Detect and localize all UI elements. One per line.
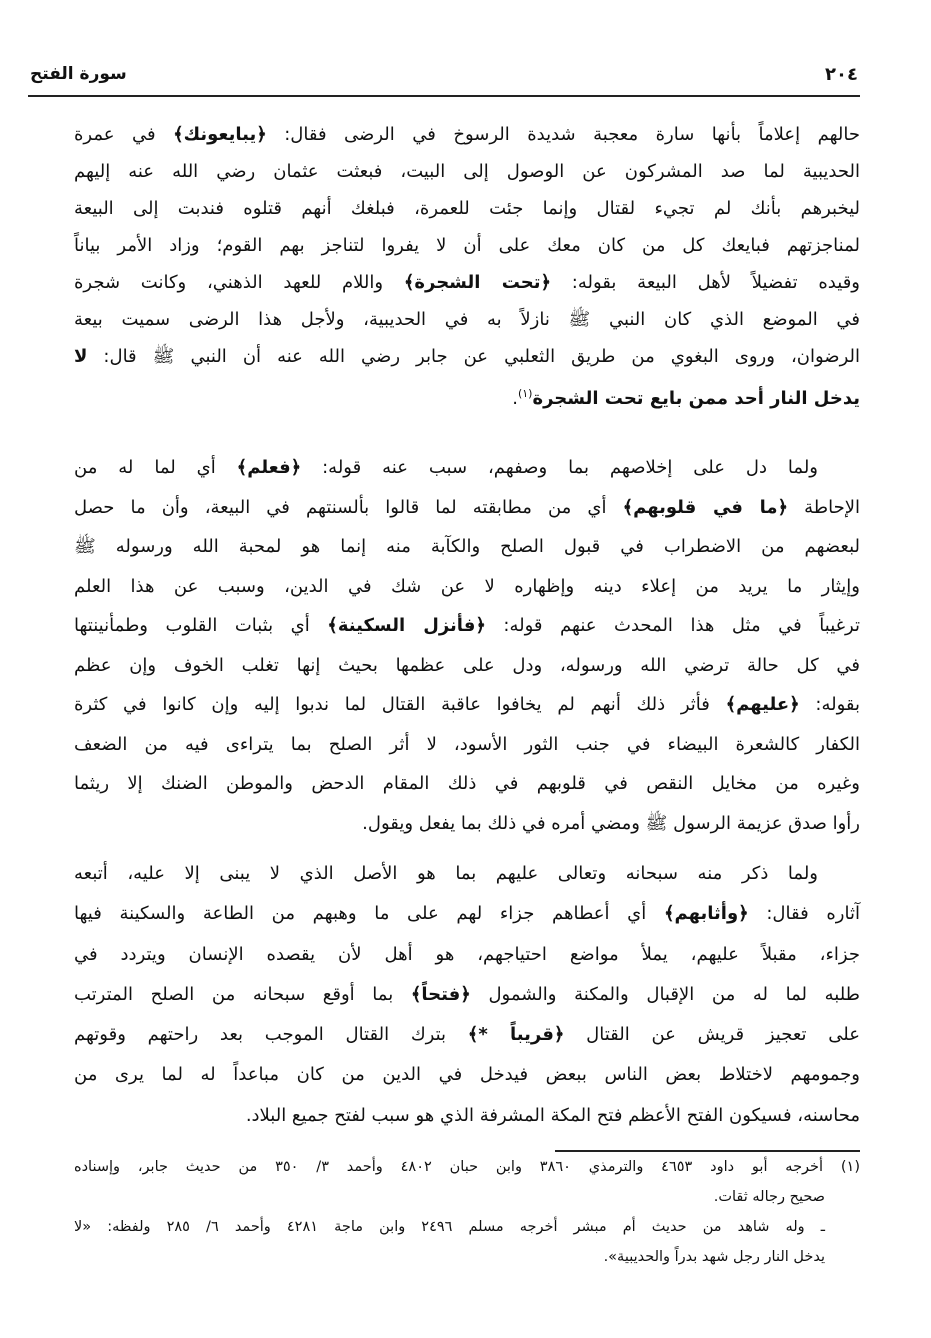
text-segment: بقوله: (799, 694, 860, 715)
quran-quote: ﴿عليهم﴾ (725, 694, 800, 715)
text-segment: أي لما له من (74, 457, 237, 478)
text-segment: لمناجزتهم فبايعك كل من كان معك على أن لا يفروا لتناجز بهم القوم؛ وزاد الأمر بياناً (74, 235, 860, 256)
text-segment: فأثر ذلك أنهم لم يخافوا عاقبة القتال لما ندبوا إليه وإن كانوا في كثرة (74, 694, 726, 715)
text-line (74, 646, 860, 686)
paragraph (74, 854, 860, 1136)
quran-quote: ﴿فتحاً﴾ (410, 983, 471, 1005)
text-line (74, 567, 860, 607)
text-segment: أي بثبات القلوب وطمأنينتها (74, 615, 328, 636)
text-line (74, 935, 860, 975)
text-segment: جزاء، مقبلاً عليهم، يملأ مواضع احتياجهم، هو أهل لأن يقصده الإنسان ويتردد في (74, 943, 860, 965)
text-segment: محاسنه، فسيكون الفتح الأعظم فتح المكة المشرفة الذي هو سبب لفتح جميع البلاد. (245, 1104, 860, 1126)
text-line (74, 764, 860, 804)
text-line (74, 725, 860, 765)
text-segment: بترك القتال الموجب بعد راحتهم وقوتهم (74, 1024, 468, 1046)
text-segment: وقيده تفضيلاً لأهل البيعة بقوله: (551, 272, 860, 293)
quran-quote: ﴿فأنزل السكينة﴾ (327, 615, 486, 636)
text-segment: وغيره من مخايل النقص في قلوبهم في ذلك المقام الدحض والموطن الضنك إلا ريثما (74, 773, 860, 794)
text-segment: الرضوان، وروى البغوي من طريق الثعلبي عن جابر رضي الله عنه أن النبي ﷺ قال: (87, 346, 860, 367)
text-segment: طلبه لما له من الإقبال والمكنة والشمول (470, 983, 861, 1005)
text-line (74, 338, 860, 375)
text-segment: في كل حالة ترضي الله ورسوله، ودل على عظمها بحيث إنها تغلب الخوف وإن عظم (74, 654, 860, 676)
text-segment: في عمرة (74, 124, 174, 145)
text-segment: الكفار كالشعرة البيضاء في جنب الثور الأسود، لا أثر الصلح بما يتراءى فيه من الضعف (74, 733, 860, 755)
quran-quote: يدخل النار أحد ممن بايع تحت الشجرة (532, 388, 860, 409)
page-header (28, 60, 860, 94)
page-number: ٢٠٤ (825, 64, 858, 85)
text-segment: في الموضع الذي كان النبي ﷺ نازلاً به في الحديبية، ولأجل هذا الرضى سميت بيعة (74, 309, 860, 330)
text-line (74, 264, 860, 301)
text-line (74, 375, 860, 417)
text-segment: لبعضهم من الاضطراب في قبول الصلح والكآبة منه إنما هو لمحبة الله ورسوله ﷺ (74, 536, 860, 557)
text-line (74, 975, 860, 1015)
text-line (74, 301, 860, 338)
text-line (74, 1055, 860, 1095)
text-line (74, 1096, 860, 1136)
quran-quote: ﴿تحت الشجرة﴾ (403, 272, 552, 293)
text-segment: ليخبرهم بأنك لم تجيء لقتال وإنما جئت للعمرة، فبلغك أنهم قتلوه فندبت إلى البيعة (74, 198, 860, 219)
running-title: سورة الفتح (30, 64, 127, 84)
text-line (74, 116, 860, 153)
quran-quote: لا (74, 346, 88, 367)
text-line (74, 527, 860, 567)
text-line (74, 685, 860, 725)
text-segment: وإيثار ما يريد من إعلاء دينه وإظهاره لا عن شك في الدين، وسبب عن هذا العلم (74, 575, 860, 597)
text-segment: ولما دل على إخلاصهم بما وصفهم، سبب عنه قوله: (301, 457, 818, 478)
text-line (74, 894, 860, 934)
text-segment: حالهم إعلاماً بأنها سارة معجبة شديدة الرسوخ في الرضى فقال: (266, 124, 860, 145)
text-line (74, 190, 860, 227)
footnote-line: يدخل النار رجل شهد بدراً والحديبية». (603, 1249, 825, 1265)
text-line (74, 606, 860, 646)
footnote-line: ـ وله شاهد من حديث أم مبشر أخرجه مسلم ٢٤٩٦ وابن ماجة ٤٢٨١ وأحمد ٦/ ٢٨٥ ولفظه: «لا (74, 1219, 825, 1235)
main-text (74, 116, 860, 1136)
text-segment: بما أوقع سبحانه من الصلح المترتب (74, 983, 411, 1005)
text-segment: الإحاطة (788, 496, 861, 518)
text-line (74, 448, 860, 488)
text-line (74, 804, 860, 844)
text-segment: آثاره فقال: (748, 903, 860, 925)
quran-quote: ﴿فعلم﴾ (236, 457, 302, 478)
text-line (74, 1015, 860, 1055)
text-segment: رأوا صدق عزيمة الرسول ﷺ ومضي أمره في ذلك بما يفعل ويقول. (362, 812, 860, 834)
quran-quote: ﴿وأثابهم﴾ (663, 903, 749, 925)
text-segment: على تعجيز قريش عن القتال (564, 1024, 860, 1046)
text-segment: وجمومهم لاختلاط بعض الناس ببعض فيدخل في الدين من كان مباعداً له لما يرى من (74, 1064, 860, 1086)
footnote-line: (١) أخرجه أبو داود ٤٦٥٣ والترمذي ٣٨٦٠ وابن حبان ٤٨٠٢ وأحمد ٣/ ٣٥٠ من حديث جابر، وإسناده (74, 1159, 860, 1175)
footnote-ref: (١) (517, 387, 533, 400)
paragraph (74, 448, 860, 843)
text-segment: ولما ذكر منه سبحانه وتعالى عليهم بما هو الأصل الذي لا يبنى إلا عليه، أتبعه (74, 863, 818, 884)
text-line (74, 488, 860, 528)
text-line (74, 854, 860, 894)
text-segment: ترغيباً في مثل هذا المحدث عنهم قوله: (485, 615, 860, 636)
text-line (74, 227, 860, 264)
text-segment: أي من مطابقته لما قالوا بألسنتهم في البيعة، وأن ما حصل (74, 496, 623, 518)
text-segment: . (512, 388, 518, 409)
quran-quote: ﴿يبايعونك﴾ (173, 124, 267, 145)
text-segment: أي أعطاهم جزاء لهم على ما وهبهم من الطاعة والسكينة فيها (74, 903, 664, 925)
header-divider (28, 95, 860, 97)
paragraph (74, 116, 860, 417)
footnote-line: صحيح رجاله ثقات. (713, 1189, 825, 1205)
text-segment: الحديبية لما صد المشركون عن الوصول إلى البيت، فبعثت عثمان رضي الله عنه إليهم (74, 161, 860, 182)
quran-quote: ﴿ما في قلوبهم﴾ (622, 496, 789, 518)
footnotes (74, 1152, 860, 1272)
text-line (74, 153, 860, 190)
quran-quote: ﴿قريباً *﴾ (467, 1024, 565, 1046)
text-segment: واللام للعهد الذهني، وكانت شجرة (74, 272, 404, 293)
